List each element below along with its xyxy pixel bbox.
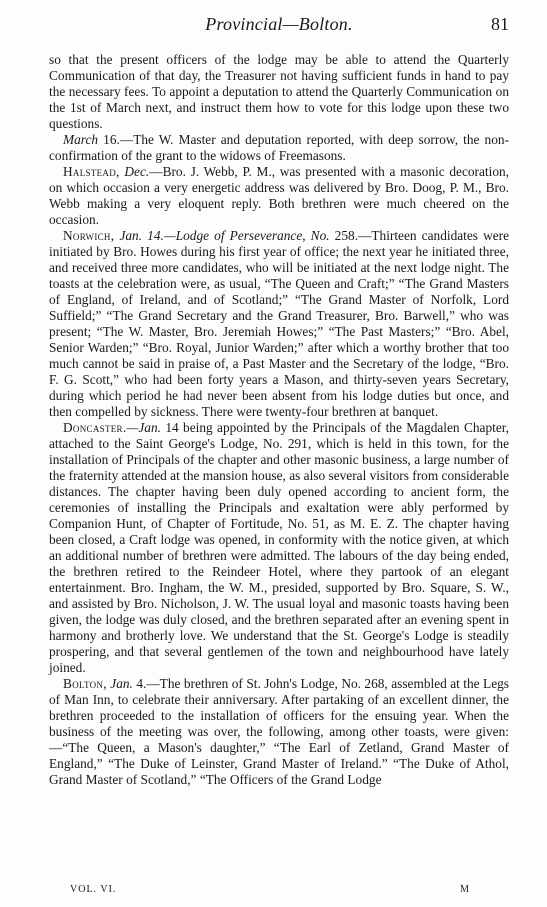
page-header [49, 14, 509, 40]
paragraph-lodge-title: 14.—Lodge of Perseverance, No. [142, 228, 330, 243]
paragraph-halstead [49, 164, 509, 228]
paragraph-place: Bolton, [63, 676, 107, 691]
paragraph-place: Halstead, [63, 164, 120, 179]
paragraph-bolton [49, 676, 509, 788]
printer-signature-mark: M [460, 884, 470, 895]
paragraph-text: —Bro. J. Webb, P. M., was presented with a masonic decoration, on which occasion a very energetic address was delivered by Bro. Doog, P. M., Bro. Webb making a very eloquent reply. Both brethren were much cheered on the occasion. [49, 164, 509, 227]
volume-signature: VOL. VI. [70, 884, 117, 895]
paragraph-doncaster [49, 420, 509, 676]
page-number: 81 [491, 14, 509, 34]
paragraph-date: Dec. [119, 164, 150, 179]
paragraph-date: Jan. [114, 228, 143, 243]
paragraph-norwich [49, 228, 509, 420]
paragraph-place: Norwich, [63, 228, 115, 243]
paragraph-date: Jan. [106, 676, 133, 691]
paragraph-place: Doncaster. [63, 420, 127, 435]
paragraph-text: 16.—The W. Master and deputation reported, with deep sorrow, the non-confirmation of the grant to the widows of Freemasons. [49, 132, 509, 163]
paragraph-march-16 [49, 132, 509, 164]
paragraph-date: —Jan. [126, 420, 161, 435]
running-head: Provincial—Bolton. [205, 14, 353, 34]
paragraph-text: 258.—Thirteen candidates were initiated by Bro. Howes during his first year of office; the next year he initiated three, and received three more candidates, who will be initiated at the next lodge night. The toasts at the celebration were, as usual, “The Queen and Craft;” “The Grand Masters of England, of Ireland, and of Scotland;” “The Grand Master of Norfolk, Lord Suffield;” “The Grand Secretary and the Grand Treasurer, Bro. Barwell,” who was present; “The W. Master, Bro. Jeremiah Howes;” “The Past Masters;” “Bro. Abel, Senior Warden;” “Bro. Royal, Junior Warden;” after which a worthy brother that too much cannot be said in praise of, a Past Master and the Secretary of the lodge, “Bro. F. G. Scott,” who had been forty years a Mason, and thirty-seven years Secretary, during which period he had never been absent from his lodge duties but once, and then compelled by sickness. There were twenty-four brethren at banquet. [49, 228, 510, 419]
page-footer [70, 884, 470, 900]
body-text [49, 52, 509, 788]
paragraph-text: 4.—The brethren of St. John's Lodge, No. 268, assembled at the Legs of Man Inn, to celebrate their anniversary. After partaking of an excellent dinner, the brethren proceeded to the installation of officers for the ensuing year. When the business of the meeting was over, the following, among other toasts, were given:—“The Queen, a Mason's daughter,” “The Earl of Zetland, Grand Master of England,” “The Duke of Leinster, Grand Master of Ireland.” “The Duke of Athol, Grand Master of Scotland,” “The Officers of the Grand Lodge [49, 676, 509, 787]
paragraph-text: so that the present officers of the lodge may be able to attend the Quarterly Communication of that day, the Treasurer not having sufficient funds in hand to pay the necessary fees. To appoint a deputation to attend the Quarterly Communication on the 1st of March next, and instruct them how to vote for this lodge upon these two questions. [49, 52, 509, 131]
paragraph-continuation [49, 52, 509, 132]
paragraph-date: March [63, 132, 99, 147]
paragraph-text: 14 being appointed by the Principals of the Magdalen Chapter, attached to the Saint George's Lodge, No. 291, which is held in this town, for the installation of Principals of the chapter and other masonic business, a large number of the fraternity attended at the mansion house, as also several visitors from considerable distances. The chapter having been duly opened according to ancient form, the ceremonies of installing the Principals and exaltation were ably performed by Companion Hunt, of Chapter of Fortitude, No. 51, as M. E. Z. The chapter having been closed, a Craft lodge was opened, in conformity with the notice given, at which an additional number of brethren were admitted. The labours of the day being ended, the brethren retired to the Reindeer Hotel, where they partook of an elegant entertainment. Bro. Ingham, the W. M., presided, supported by Bro. Square, S. W., and assisted by Bro. Nicholson, J. W. The usual loyal and masonic toasts having been given, the lodge was duly closed, and the brethren separated after an evening spent in harmony and brotherly love. We understand that the St. George's Lodge is steadily prospering, and that several gentlemen of the town and neighbourhood have lately joined. [49, 420, 509, 675]
